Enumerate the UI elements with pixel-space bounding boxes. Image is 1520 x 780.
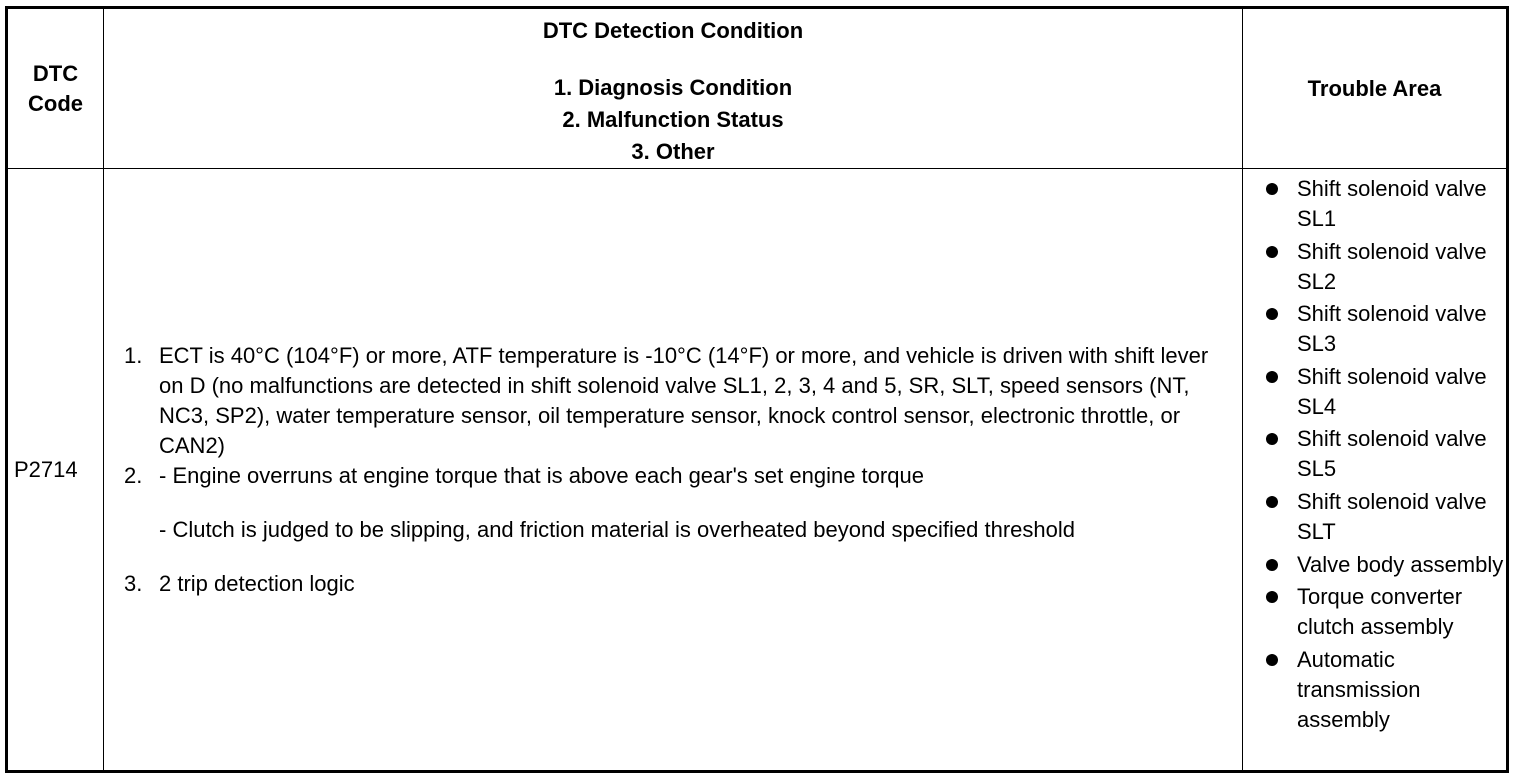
trouble-area-text: Shift solenoid valve SL1 — [1297, 176, 1487, 231]
header-condition-item: 3. Other — [631, 139, 715, 164]
header-dtc-code-line1: DTC — [32, 60, 79, 86]
bullet-icon — [1265, 645, 1297, 735]
list-item — [1265, 362, 1506, 422]
condition-item-number: 2. — [124, 462, 143, 488]
header-trouble-area: Trouble Area — [1243, 8, 1508, 169]
condition-item-text: 2 trip detection logic — [159, 570, 355, 596]
list-item — [1265, 550, 1506, 580]
header-detection-condition — [104, 8, 1243, 169]
trouble-area-text: Automatic transmission assembly — [1297, 646, 1421, 732]
list-item — [1265, 174, 1506, 234]
list-item — [1265, 299, 1506, 359]
dtc-code-cell: P2714 — [7, 169, 104, 772]
condition-item-text: ECT is 40°C (104°F) or more, ATF temperature is -10°C (14°F) or more, and vehicle is driven with shift lever on D (no malfunctions are detected in shift solenoid valve SL1, 2, 3, 4 and 5, SR, SLT, speed sensors (NT, NC3, SP2), water temperature sensor, oil temperature sensor, knock control sensor, electronic throttle, or CAN2) — [159, 342, 1209, 458]
trouble-area-text: Shift solenoid valve SL3 — [1297, 301, 1487, 357]
condition-item-2 — [124, 461, 1236, 545]
bullet-icon — [1265, 362, 1297, 422]
list-item — [1265, 424, 1506, 484]
bullet-icon — [1265, 487, 1297, 547]
header-condition-title: DTC Detection Condition — [542, 18, 804, 43]
trouble-area-text: Shift solenoid valve SL4 — [1297, 363, 1487, 419]
trouble-area-text: Valve body assembly — [1297, 551, 1504, 577]
condition-subitem: - Clutch is judged to be slipping, and friction material is overheated beyond specified threshold — [159, 516, 1075, 542]
trouble-area-cell — [1243, 169, 1508, 772]
condition-item-3 — [124, 569, 1236, 599]
list-item — [1265, 487, 1506, 547]
header-condition-item: 1. Diagnosis Condition — [553, 75, 793, 100]
list-item — [1265, 237, 1506, 297]
trouble-area-text: Torque converter clutch assembly — [1297, 584, 1463, 640]
condition-item-number: 1. — [124, 342, 143, 368]
condition-item-text — [159, 461, 1236, 545]
trouble-area-text: Shift solenoid valve SL2 — [1297, 238, 1487, 294]
bullet-icon — [1265, 174, 1297, 234]
detection-condition-cell — [104, 169, 1243, 772]
table-row — [7, 169, 1508, 772]
bullet-icon — [1265, 299, 1297, 359]
bullet-icon — [1265, 550, 1297, 580]
table-header-row — [7, 8, 1508, 169]
dtc-table-wrapper — [5, 6, 1509, 773]
trouble-area-list — [1265, 174, 1506, 735]
bullet-icon — [1265, 237, 1297, 297]
condition-item-1 — [124, 341, 1236, 461]
list-item — [1265, 582, 1506, 642]
trouble-area-text: Shift solenoid valve SLT — [1297, 488, 1487, 544]
bullet-icon — [1265, 424, 1297, 484]
list-item — [1265, 645, 1506, 735]
dtc-table — [5, 6, 1509, 773]
bullet-icon — [1265, 582, 1297, 642]
trouble-area-text: Shift solenoid valve SL5 — [1297, 426, 1487, 482]
condition-item-number: 3. — [124, 570, 143, 596]
header-condition-item: 2. Malfunction Status — [562, 107, 784, 132]
header-dtc-code-line2: Code — [28, 90, 83, 116]
condition-subitem: - Engine overruns at engine torque that is above each gear's set engine torque — [159, 462, 924, 488]
header-dtc-code — [7, 8, 104, 169]
